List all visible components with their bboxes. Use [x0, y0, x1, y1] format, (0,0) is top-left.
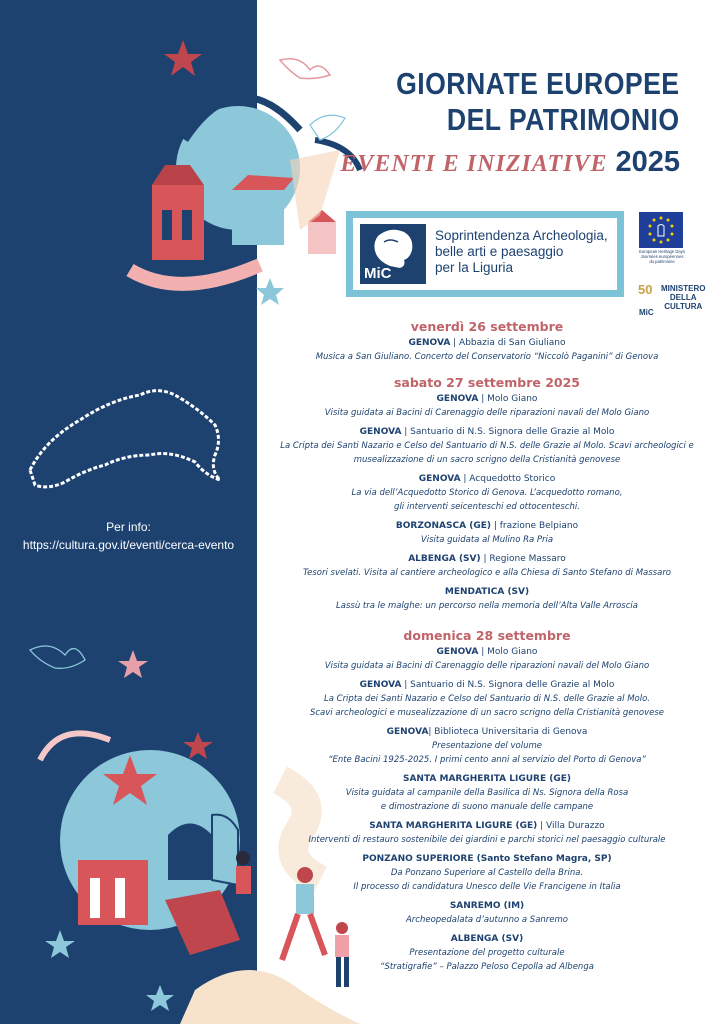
info-label: Per info:: [106, 520, 151, 534]
building-illustration: [78, 860, 148, 925]
event-description: La Cripta dei Santi Nazario e Celso del Santuario di N.S. delle Grazie al Molo.: [323, 694, 651, 704]
event-item: [250, 392, 724, 420]
event-description: La Cripta dei Santi Nazario e Celso del Santuario di N.S. delle Grazie al Molo. Scavi archeologici e: [280, 441, 694, 451]
european-heritage-days-logo: [639, 212, 685, 272]
event-description: Il processo di candidatura Unesco delle Vie Francigene in Italia: [353, 882, 621, 892]
day-heading: domenica 28 settembre: [403, 628, 571, 643]
subtitle: EVENTI E INIZIATIVE: [340, 151, 608, 177]
year: 2025: [615, 146, 680, 178]
star-icon: [256, 278, 284, 305]
event-city: ALBENGA (SV): [450, 934, 524, 944]
event-item: [250, 725, 724, 767]
star-icon: [164, 40, 202, 76]
event-description: Presentazione del progetto culturale: [409, 948, 565, 958]
event-venue: | Santuario di N.S. Signora delle Grazie al Molo: [401, 680, 615, 690]
event-description: Visita guidata al campanile della Basilica di Ns. Signora della Rosa: [345, 788, 629, 798]
info-link[interactable]: https://cultura.gov.it/eventi/cerca-evento: [22, 538, 235, 552]
event-venue: | Santuario di N.S. Signora delle Grazie al Molo: [401, 427, 615, 437]
event-item: [250, 336, 724, 364]
event-city: SANTA MARGHERITA LIGURE (GE): [402, 774, 571, 784]
mic-small-label: MiC: [639, 308, 654, 317]
event-city: ALBENGA (SV): [408, 554, 481, 564]
event-description: e dimostrazione di suono manuale delle campane: [380, 802, 594, 812]
event-description: Presentazione del volume: [432, 741, 542, 751]
event-description: Visita guidata ai Bacini di Carenaggio delle riparazioni navali del Molo Giano: [324, 661, 650, 671]
event-city: SANTA MARGHERITA LIGURE (GE): [369, 821, 538, 831]
event-city: GENOVA: [408, 338, 451, 348]
building-illustration: [308, 222, 336, 254]
event-item: [250, 772, 724, 814]
event-venue: | Abbazia di San Giuliano: [450, 338, 566, 348]
star-icon: [118, 650, 148, 678]
event-city: MENDATICA (SV): [444, 587, 530, 597]
soprintendenza-logo: [346, 211, 624, 297]
event-description: musealizzazione di un sacro scrigno della Cristianità genovese: [353, 455, 621, 465]
event-item: [250, 519, 724, 547]
bird-icon: [280, 59, 330, 79]
event-city: GENOVA: [386, 727, 429, 737]
event-item: [250, 899, 724, 927]
page-title: [397, 66, 680, 138]
ministero-text: MINISTERO DELLA CULTURA: [661, 284, 706, 311]
bird-icon: [310, 115, 345, 140]
event-description: “Ente Bacini 1925-2025. I primi cento anni al servizio del Porto di Genova”: [328, 755, 646, 765]
bird-icon: [30, 646, 85, 668]
building-illustration: [152, 185, 204, 260]
event-item: [250, 819, 724, 847]
event-city: GENOVA: [436, 394, 479, 404]
mic-label: MiC: [364, 265, 392, 282]
event-item: [250, 472, 724, 514]
event-item: [250, 645, 724, 673]
event-venue: | Molo Giano: [478, 647, 538, 657]
event-city: GENOVA: [359, 427, 402, 437]
event-city: GENOVA: [436, 647, 479, 657]
title-line-1: GIORNATE EUROPEE: [396, 66, 680, 101]
info-block: [0, 518, 257, 554]
event-item: [250, 552, 724, 580]
subtitle-row: [340, 146, 680, 179]
event-description: Musica a San Giuliano. Concerto del Conservatorio “Niccolò Paganini” di Genova: [315, 352, 659, 362]
event-venue: | Villa Durazzo: [537, 821, 605, 831]
event-description: Visita guidata al Mulino Ra Pria: [420, 535, 554, 545]
day-heading: sabato 27 settembre 2025: [393, 375, 581, 390]
soprintendenza-name: [435, 228, 608, 276]
event-venue: | frazione Belpiano: [490, 521, 579, 531]
event-venue: | Molo Giano: [478, 394, 538, 404]
event-description: La via dell’Acquedotto Storico di Genova. L’acquedotto romano,: [351, 488, 623, 498]
event-description: “Stratigrafie” – Palazzo Peloso Cepolla ad Albenga: [380, 962, 594, 972]
event-city: GENOVA: [418, 474, 461, 484]
event-item: [250, 425, 724, 467]
star-icon: [183, 732, 213, 759]
event-city: SANREMO (IM): [449, 901, 525, 911]
liguria-map-outline: [30, 391, 220, 487]
day-heading: venerdì 26 settembre: [410, 319, 564, 334]
event-item: [250, 852, 724, 894]
arch-illustration: [168, 824, 212, 881]
ehd-caption: European Heritage Days Journées européennes du patrimoine: [639, 249, 685, 264]
soprintendenza-line: belle arti e paesaggio: [435, 244, 564, 259]
event-item: [250, 585, 724, 613]
event-description: Interventi di restauro sostenibile dei giardini e parchi storici nel paesaggio culturale: [308, 835, 666, 845]
event-description: Da Ponzano Superiore al Castello della Brina.: [390, 868, 584, 878]
event-city: PONZANO SUPERIORE (Santo Stefano Magra, SP): [362, 854, 612, 864]
event-description: Archeopedalata d’autunno a Sanremo: [405, 915, 569, 925]
ministero-cultura-logo: [637, 282, 709, 320]
eu-flag-icon: [639, 212, 683, 248]
event-venue: | Acquedotto Storico: [460, 474, 556, 484]
building-illustration: [232, 190, 284, 245]
event-city: GENOVA: [359, 680, 402, 690]
event-description: Scavi archeologici e musealizzazione di un sacro scrigno della Cristianità genovese: [309, 708, 665, 718]
title-line-2: DEL PATRIMONIO: [447, 102, 680, 137]
star-icon: [45, 930, 75, 958]
event-description: Tesori svelati. Visita al cantiere archeologico e alla Chiesa di Santo Stefano di Massaro: [302, 568, 672, 578]
event-description: Lassù tra le malghe: un percorso nella memoria dell’Alta Valle Arroscia: [336, 601, 638, 611]
soprintendenza-line: per la Liguria: [435, 260, 514, 275]
person-illustration: [236, 851, 250, 865]
events-list: [250, 318, 724, 979]
event-venue: | Biblioteca Universitaria di Genova: [428, 727, 588, 737]
event-item: [250, 932, 724, 974]
event-description: Visita guidata ai Bacini di Carenaggio delle riparazioni navali del Molo Giano: [324, 408, 650, 418]
soprintendenza-line: Soprintendenza Archeologia,: [435, 228, 608, 243]
fifty-label: 50: [638, 282, 653, 297]
event-city: BORZONASCA (GE): [395, 521, 491, 531]
star-icon: [146, 985, 174, 1011]
event-item: [250, 678, 724, 720]
event-description: gli interventi seicenteschi ed ottocenteschi.: [394, 502, 580, 512]
event-venue: | Regione Massaro: [480, 554, 566, 564]
mic-badge: [360, 224, 426, 284]
